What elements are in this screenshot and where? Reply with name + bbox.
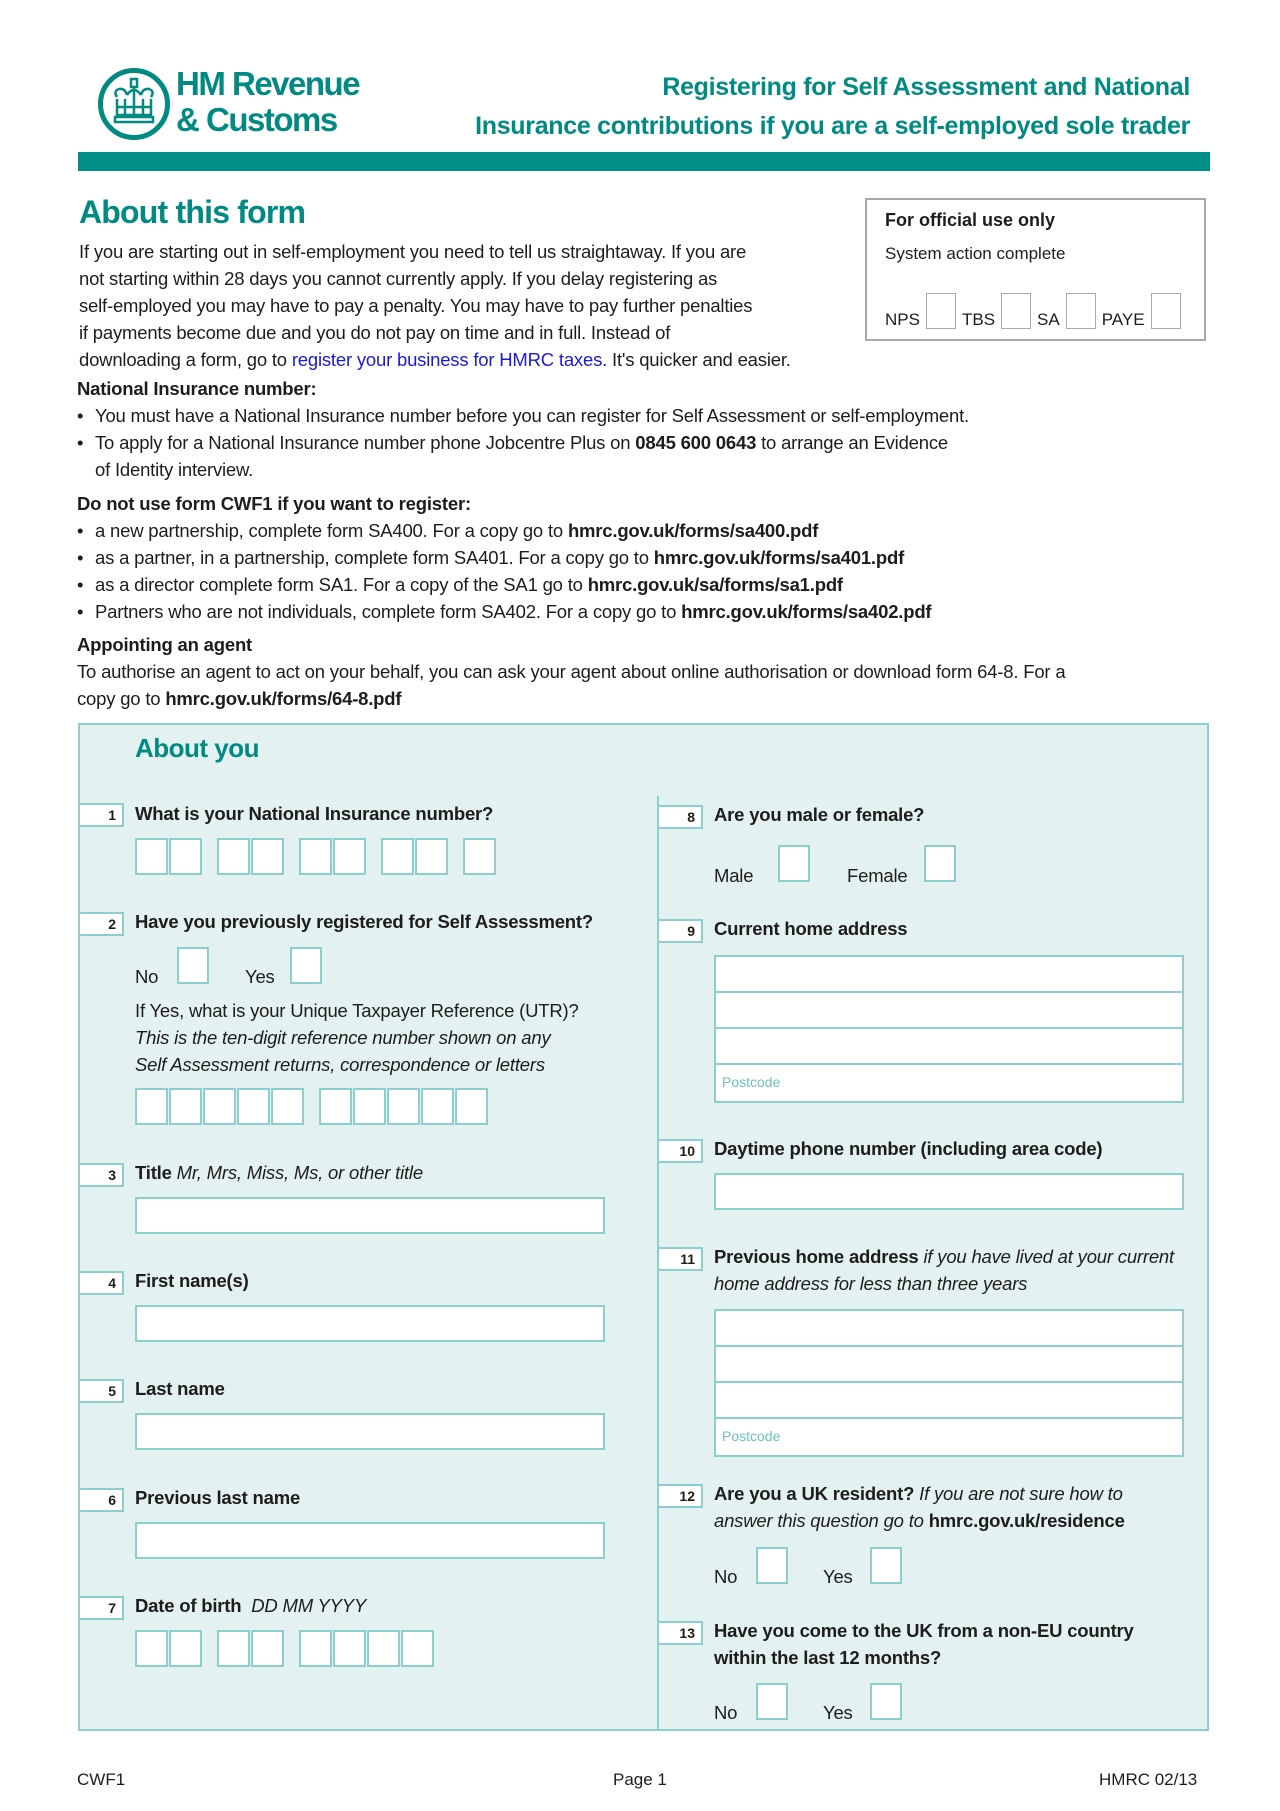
q9-label: Current home address: [714, 918, 908, 939]
hmrc-logo: [98, 68, 170, 140]
item-text: as a director complete form SA1. For a copy of the SA1 go to: [95, 574, 588, 595]
utr-digit-box[interactable]: [319, 1088, 352, 1125]
q12-yes-label: Yes: [823, 1566, 853, 1587]
footer-page-number: Page 1: [613, 1770, 667, 1789]
q12-no-checkbox[interactable]: [756, 1547, 788, 1584]
title-line-1: Registering for Self Assessment and National: [662, 73, 1190, 101]
item-text: Partners who are not individuals, complete form SA402. For a copy go to: [95, 601, 682, 622]
brand-name: [176, 66, 359, 138]
utr-hint-1: This is the ten-digit reference number shown on any: [135, 1027, 551, 1048]
form-64-8-link[interactable]: hmrc.gov.uk/forms/64-8.pdf: [165, 688, 402, 709]
about-form-body: [79, 238, 791, 373]
ni-bullet-1: • You must have a National Insurance number before you can register for Self Assessment or self-employment.: [95, 402, 969, 429]
do-not-use-item: [95, 544, 931, 571]
q12-hint-2: answer this question go to: [714, 1510, 924, 1531]
q13-yes-checkbox[interactable]: [870, 1683, 902, 1720]
utr-digit-box[interactable]: [387, 1088, 420, 1125]
ni-char-box[interactable]: [463, 838, 496, 875]
about-line: if payments become due and you do not pay on time and in full. Instead of: [79, 322, 671, 343]
q12-yes-checkbox[interactable]: [870, 1547, 902, 1584]
q11-hint-1: if you have lived at your current: [923, 1246, 1174, 1267]
footer-form-code: CWF1: [77, 1770, 126, 1789]
address-line-2[interactable]: [716, 993, 1182, 1029]
ni-char-box[interactable]: [135, 838, 168, 875]
prev-postcode-field[interactable]: Postcode: [722, 1428, 781, 1444]
q12-hint-1: If you are not sure how to: [919, 1483, 1123, 1504]
dob-year-box[interactable]: [299, 1630, 332, 1667]
do-not-use-item: [95, 571, 931, 598]
date-of-birth-input[interactable]: [135, 1630, 435, 1667]
item-text: a new partnership, complete form SA400. For a copy go to: [95, 520, 568, 541]
tbs-checkbox[interactable]: [1001, 293, 1031, 329]
about-form-heading: About this form: [79, 194, 306, 230]
title-line-2: Insurance contributions if you are a self-employed sole trader: [475, 112, 1190, 140]
utr-hint-2: Self Assessment returns, correspondence or letters: [135, 1054, 545, 1075]
tbs-label: TBS: [961, 310, 996, 329]
sa402-link[interactable]: hmrc.gov.uk/forms/sa402.pdf: [681, 601, 932, 622]
bullet-text: to arrange an Evidence: [756, 432, 948, 453]
prev-address-line-3[interactable]: [716, 1383, 1182, 1419]
dob-day-box[interactable]: [135, 1630, 168, 1667]
q12-label: Are you a UK resident?: [714, 1483, 915, 1504]
sa-checkbox[interactable]: [1066, 293, 1096, 329]
first-name-input[interactable]: [135, 1305, 605, 1342]
utr-digit-box[interactable]: [237, 1088, 270, 1125]
official-use-box: [865, 198, 1206, 341]
residence-link[interactable]: hmrc.gov.uk/residence: [928, 1510, 1125, 1531]
prev-address-line-1[interactable]: [716, 1311, 1182, 1347]
about-text: downloading a form, go to: [79, 349, 292, 370]
question-number-6: 6: [80, 1488, 124, 1512]
q6-label: Previous last name: [135, 1487, 301, 1508]
q2-yes-label: Yes: [245, 966, 275, 987]
question-number-7: 7: [80, 1596, 124, 1620]
dob-day-box[interactable]: [169, 1630, 202, 1667]
sa400-link[interactable]: hmrc.gov.uk/forms/sa400.pdf: [567, 520, 819, 541]
brand-line-1: HM Revenue: [176, 65, 360, 102]
q13-yes-label: Yes: [823, 1702, 853, 1723]
q13-no-checkbox[interactable]: [756, 1683, 788, 1720]
q11-label-group: [714, 1243, 1174, 1270]
q3-label: Title: [135, 1162, 172, 1183]
utr-digit-box[interactable]: [135, 1088, 168, 1125]
ni-char-box[interactable]: [251, 838, 284, 875]
crown-icon: [103, 73, 165, 135]
sa-label: SA: [1037, 310, 1060, 329]
item-text: as a partner, in a partnership, complete form SA401. For a copy go to: [95, 547, 654, 568]
q12-no-label: No: [714, 1566, 738, 1587]
do-not-use-heading: Do not use form CWF1 if you want to register:: [77, 493, 471, 514]
q8-label: Are you male or female?: [714, 804, 925, 825]
q13-label-2: within the last 12 months?: [714, 1647, 942, 1668]
agent-line: [77, 685, 1065, 712]
q3-hint: Mr, Mrs, Miss, Ms, or other title: [176, 1162, 423, 1183]
male-checkbox[interactable]: [778, 845, 810, 882]
q12-label-group: [714, 1480, 1123, 1507]
male-label: Male: [714, 865, 754, 886]
question-number-1: 1: [80, 803, 124, 827]
brand-line-2: & Customs: [176, 101, 337, 138]
ni-heading: National Insurance number:: [77, 378, 317, 399]
official-use-title: For official use only: [885, 210, 1056, 230]
question-number-12: 12: [659, 1484, 703, 1508]
previous-address-input[interactable]: [714, 1309, 1184, 1457]
q12-line-2: [714, 1507, 1125, 1534]
dob-year-box[interactable]: [333, 1630, 366, 1667]
ni-char-box[interactable]: [217, 838, 250, 875]
nps-checkbox[interactable]: [926, 293, 956, 329]
q2-no-checkbox[interactable]: [177, 947, 209, 984]
female-checkbox[interactable]: [924, 845, 956, 882]
ni-bullet-2-cont: of Identity interview.: [95, 459, 254, 480]
current-address-input[interactable]: [714, 955, 1184, 1103]
last-name-input[interactable]: [135, 1413, 605, 1450]
jobcentre-phone: 0845 600 0643: [635, 432, 757, 453]
do-not-use-item: [95, 517, 931, 544]
bullet-text: To apply for a National Insurance number phone Jobcentre Plus on: [95, 432, 636, 453]
q4-label: First name(s): [135, 1270, 249, 1291]
previous-last-name-input[interactable]: [135, 1522, 605, 1559]
footer-version: HMRC 02/13: [1099, 1770, 1198, 1789]
q2-label: Have you previously registered for Self Assessment?: [135, 911, 593, 932]
q13-label-1: Have you come to the UK from a non-EU country: [714, 1620, 1134, 1641]
question-number-11: 11: [659, 1247, 703, 1271]
dob-year-box[interactable]: [401, 1630, 434, 1667]
utr-digit-box[interactable]: [455, 1088, 488, 1125]
paye-checkbox[interactable]: [1151, 293, 1181, 329]
about-line: not starting within 28 days you cannot currently apply. If you delay registering as: [79, 268, 718, 289]
document-title: [475, 68, 1190, 146]
sa1-link[interactable]: hmrc.gov.uk/sa/forms/sa1.pdf: [587, 574, 843, 595]
question-number-3: 3: [80, 1163, 124, 1187]
about-you-heading: About you: [135, 733, 260, 763]
sa401-link[interactable]: hmrc.gov.uk/forms/sa401.pdf: [653, 547, 905, 568]
do-not-use-list: [95, 517, 931, 625]
utr-input[interactable]: [135, 1088, 489, 1125]
q10-label: Daytime phone number (including area code): [714, 1138, 1103, 1159]
address-line-3[interactable]: [716, 1029, 1182, 1065]
dob-month-box[interactable]: [251, 1630, 284, 1667]
q7-label: Date of birth: [135, 1595, 242, 1616]
question-number-10: 10: [659, 1139, 703, 1163]
about-line: self-employed you may have to pay a penalty. You may have to pay further penalties: [79, 295, 753, 316]
ni-char-box[interactable]: [333, 838, 366, 875]
ni-bullets: [95, 402, 969, 483]
question-number-9: 9: [659, 919, 703, 943]
q1-label: What is your National Insurance number?: [135, 803, 494, 824]
header-divider-bar: [78, 152, 1210, 171]
question-number-2: 2: [80, 912, 124, 936]
prev-address-line-2[interactable]: [716, 1347, 1182, 1383]
q13-no-label: No: [714, 1702, 738, 1723]
dob-month-box[interactable]: [217, 1630, 250, 1667]
paye-label: PAYE: [1101, 310, 1145, 329]
q11-label: Previous home address: [714, 1246, 919, 1267]
agent-line: To authorise an agent to act on your behalf, you can ask your agent about online authorisation or download form 64-8. For a: [77, 661, 1066, 682]
ni-char-box[interactable]: [415, 838, 448, 875]
agent-heading: Appointing an agent: [77, 634, 253, 655]
agent-body: [77, 658, 1065, 712]
q11-hint-2: home address for less than three years: [714, 1273, 1028, 1294]
utr-digit-box[interactable]: [203, 1088, 236, 1125]
question-number-4: 4: [80, 1271, 124, 1295]
q3-label-group: [135, 1159, 423, 1186]
about-line: [79, 346, 791, 373]
female-label: Female: [847, 865, 908, 886]
agent-text: copy go to: [77, 688, 166, 709]
ni-bullet-2: [95, 429, 969, 456]
daytime-phone-input[interactable]: [714, 1173, 1184, 1210]
postcode-field[interactable]: Postcode: [722, 1074, 781, 1090]
q2-yes-checkbox[interactable]: [290, 947, 322, 984]
utr-digit-box[interactable]: [169, 1088, 202, 1125]
do-not-use-item: [95, 598, 931, 625]
utr-prompt: If Yes, what is your Unique Taxpayer Reference (UTR)?: [135, 1000, 579, 1021]
question-number-5: 5: [80, 1379, 124, 1403]
question-number-13: 13: [659, 1621, 703, 1645]
register-business-link[interactable]: register your business for HMRC taxes.: [291, 349, 608, 370]
q5-label: Last name: [135, 1378, 225, 1399]
official-use-subtitle: System action complete: [885, 244, 1066, 263]
dob-year-box[interactable]: [367, 1630, 400, 1667]
question-number-8: 8: [659, 805, 703, 829]
utr-digit-box[interactable]: [421, 1088, 454, 1125]
nps-label: NPS: [885, 310, 920, 329]
utr-digit-box[interactable]: [353, 1088, 386, 1125]
about-line: If you are starting out in self-employment you need to tell us straightaway. If you are: [79, 241, 747, 262]
ni-char-box[interactable]: [299, 838, 332, 875]
ni-char-box[interactable]: [381, 838, 414, 875]
about-text: It's quicker and easier.: [607, 349, 791, 370]
q2-no-label: No: [135, 966, 159, 987]
q7-label-group: [135, 1592, 366, 1619]
title-input[interactable]: [135, 1197, 605, 1234]
ni-char-box[interactable]: [169, 838, 202, 875]
ni-number-input[interactable]: [135, 838, 497, 875]
utr-digit-box[interactable]: [271, 1088, 304, 1125]
address-line-1[interactable]: [716, 957, 1182, 993]
q7-hint: DD MM YYYY: [251, 1595, 367, 1616]
